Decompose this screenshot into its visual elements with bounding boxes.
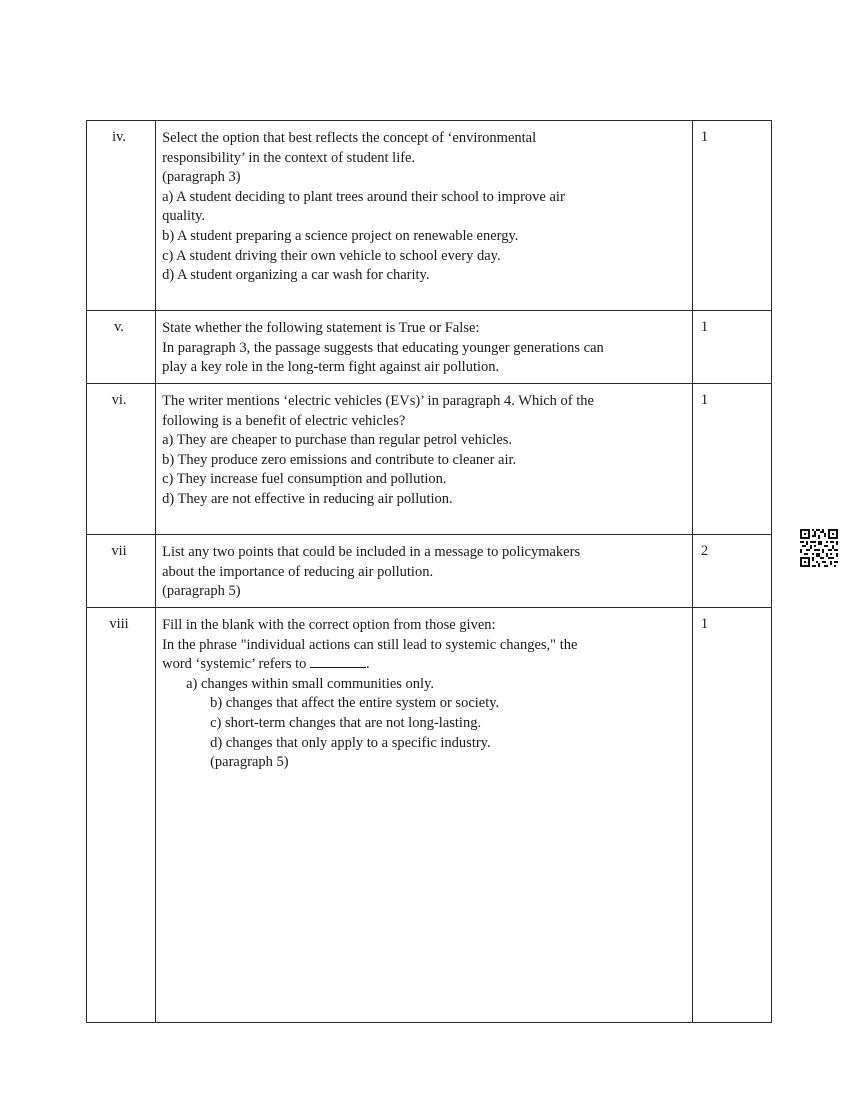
- blank-field: [310, 655, 366, 668]
- question-row-viii: [87, 608, 772, 1023]
- question-row-vii: [87, 535, 772, 608]
- text-line: In the phrase "individual actions can still lead to systemic changes," the: [162, 636, 578, 653]
- text-line: a) A student deciding to plant trees around their school to improve air: [162, 188, 565, 205]
- question-number: v.: [87, 311, 156, 384]
- question-marks: 2: [692, 535, 771, 608]
- question-row-v: [87, 311, 772, 384]
- question-number: vii: [87, 535, 156, 608]
- text-line: d) A student organizing a car wash for charity.: [162, 267, 430, 284]
- text-line: State whether the following statement is True or False:: [162, 320, 480, 336]
- question-text: [156, 311, 693, 384]
- blank-prefix: word ‘systemic’ refers to: [162, 656, 310, 673]
- paragraph-reference: (paragraph 5): [210, 754, 289, 771]
- blank-suffix: .: [366, 656, 370, 673]
- text-line: The writer mentions ‘electric vehicles (EVs)’ in paragraph 4. Which of the: [162, 393, 594, 409]
- text-line: List any two points that could be included in a message to policymakers: [162, 544, 581, 560]
- option-a: a) changes within small communities only.: [186, 675, 435, 692]
- question-row-vi: [87, 384, 772, 535]
- text-line: play a key role in the long-term fight against air pollution.: [162, 359, 500, 376]
- option-c: c) short-term changes that are not long-lasting.: [210, 714, 482, 731]
- text-line: d) They are not effective in reducing air pollution.: [162, 490, 453, 507]
- text-line: b) A student preparing a science project on renewable energy.: [162, 227, 519, 244]
- question-row-iv: [87, 121, 772, 311]
- text-line: about the importance of reducing air pollution.: [162, 563, 434, 580]
- question-table: [86, 120, 772, 1023]
- text-line: c) They increase fuel consumption and pollution.: [162, 471, 447, 488]
- text-line: responsibility’ in the context of student life.: [162, 149, 416, 166]
- text-line: (paragraph 3): [162, 169, 241, 186]
- text-line: quality.: [162, 208, 206, 225]
- text-line: Select the option that best reflects the concept of ‘environmental: [162, 130, 537, 146]
- question-number: vi.: [87, 384, 156, 535]
- question-text: [156, 121, 693, 311]
- question-marks: 1: [692, 311, 771, 384]
- fill-blank-line: [162, 655, 684, 675]
- question-text: [156, 384, 693, 535]
- question-marks: 1: [692, 608, 771, 1023]
- question-marks: 1: [692, 384, 771, 535]
- text-line: In paragraph 3, the passage suggests that educating younger generations can: [162, 339, 604, 356]
- question-text: [156, 535, 693, 608]
- option-b: b) changes that affect the entire system or society.: [210, 695, 500, 712]
- option-d: d) changes that only apply to a specific industry.: [210, 734, 491, 751]
- text-line: Fill in the blank with the correct option from those given:: [162, 617, 496, 633]
- question-text: [156, 608, 693, 1023]
- question-number: viii: [87, 608, 156, 1023]
- text-line: following is a benefit of electric vehicles?: [162, 412, 406, 429]
- text-line: (paragraph 5): [162, 583, 241, 600]
- question-marks: 1: [692, 121, 771, 311]
- text-line: c) A student driving their own vehicle to school every day.: [162, 247, 501, 264]
- text-line: a) They are cheaper to purchase than regular petrol vehicles.: [162, 432, 513, 449]
- question-number: iv.: [87, 121, 156, 311]
- qr-code-icon: [800, 529, 838, 567]
- text-line: b) They produce zero emissions and contribute to cleaner air.: [162, 451, 517, 468]
